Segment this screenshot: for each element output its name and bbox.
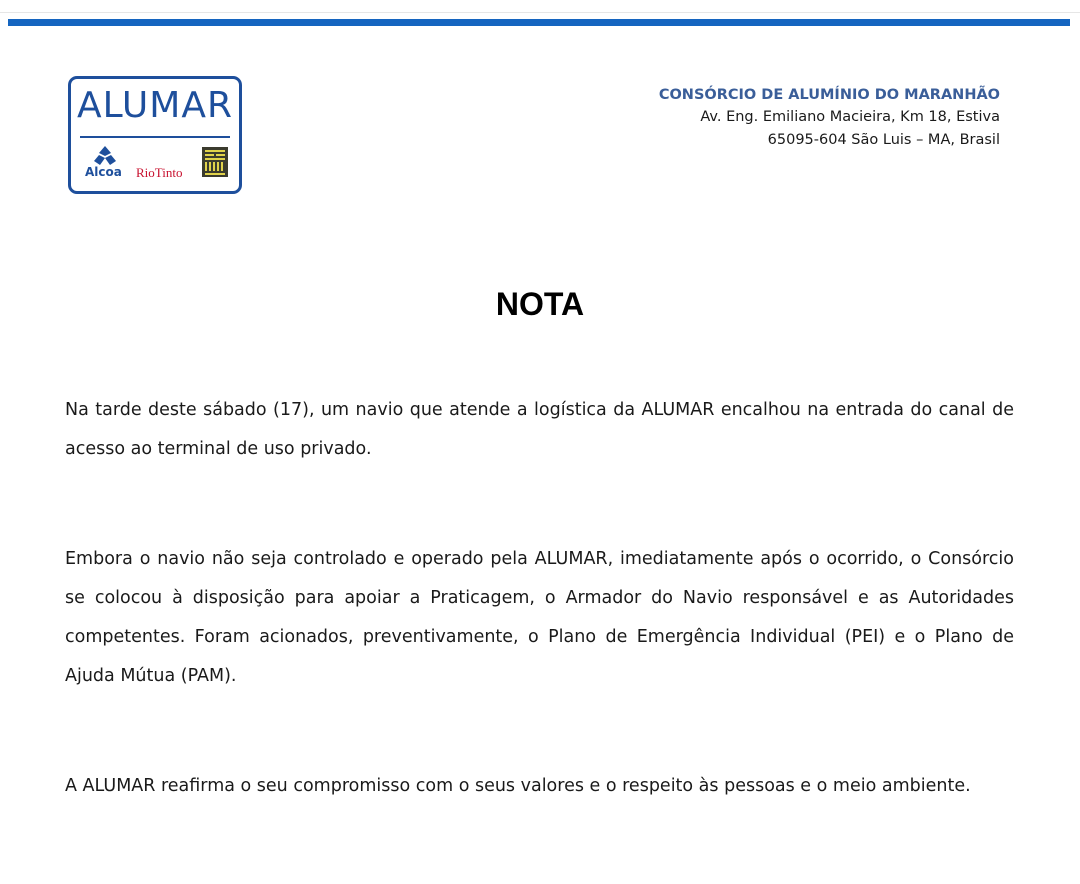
- logo-divider: [80, 136, 230, 138]
- document-title: NOTA: [495, 286, 585, 322]
- address-street: Av. Eng. Emiliano Macieira, Km 18, Estiva: [700, 109, 1000, 125]
- hydro-emblem-icon: [202, 147, 228, 177]
- header-accent-bar: [8, 19, 1070, 26]
- company-address-block: [659, 84, 1000, 152]
- alumar-logo: [68, 76, 242, 194]
- riotinto-label: RioTinto: [136, 165, 183, 180]
- address-city: 65095-604 São Luis – MA, Brasil: [767, 132, 1000, 148]
- paragraph-2: Embora o navio não seja controlado e operado pela ALUMAR, imediatamente após o ocorrido, o Consórcio se colocou à disposição para apoiar a Praticagem, o Armador do Navio responsável e as Autoridades competentes. Foram acionados, preventivamente, o Plano de Emergência Individual (PEI) e o Plano de Ajuda Mútua (PAM).: [65, 549, 1014, 686]
- company-name: CONSÓRCIO DE ALUMÍNIO DO MARANHÃO: [658, 87, 1000, 103]
- paragraph-1: Na tarde deste sábado (17), um navio que atende a logística da ALUMAR encalhou na entrada do canal de acesso ao terminal de uso privado.: [65, 400, 1014, 459]
- logo-wordmark: ALUMAR: [77, 85, 233, 126]
- top-divider: [0, 12, 1080, 13]
- alcoa-label: Alcoa: [85, 165, 122, 179]
- alcoa-triangle-icon: [94, 146, 116, 166]
- paragraph-3: A ALUMAR reafirma o seu compromisso com o seus valores e o respeito às pessoas e o meio ambiente.: [65, 776, 971, 796]
